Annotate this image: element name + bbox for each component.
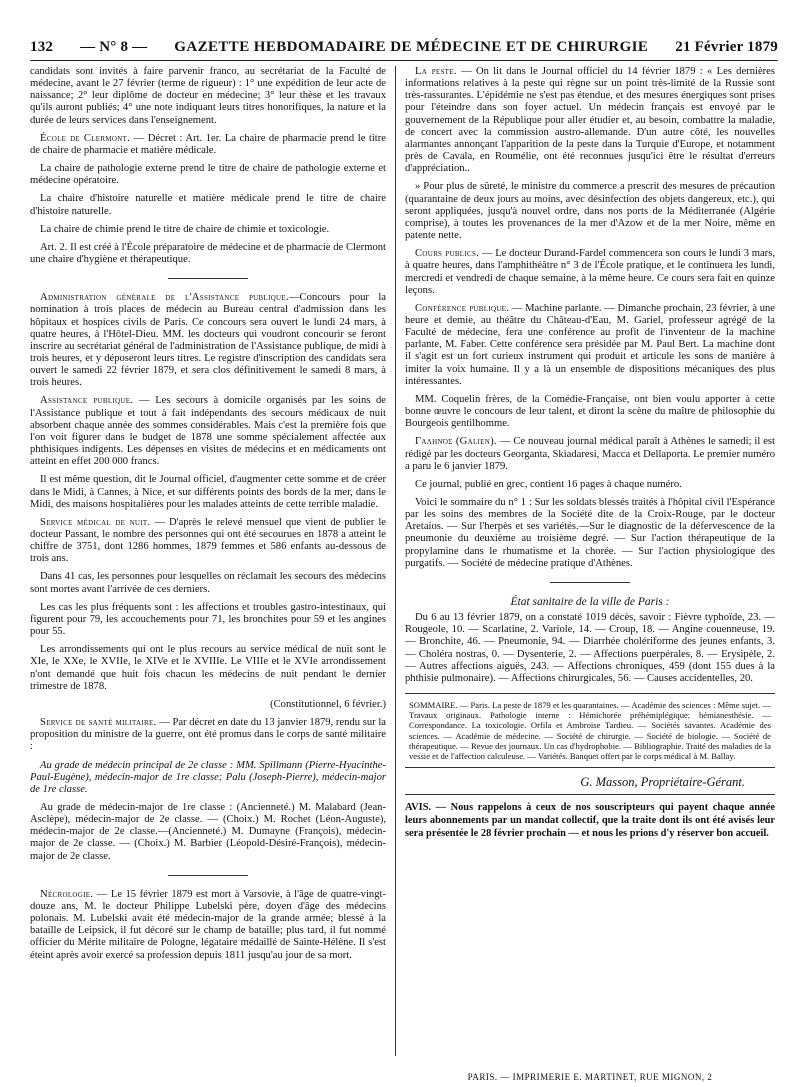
- section-heading: Administration générale de l'Assistance publique.: [40, 292, 289, 304]
- paragraph: —Concours pour la nomination à trois places de médecin au Bureau central d'admission dans les hôpitaux et hospices civils de Paris. Ce concours sera ouvert le lundi 24 mars, à quatre heures, à l'Hôtel-Dieu. MM. les docteurs qui voudront concourir se feront inscrire au secrétariat général de l'administration de l'Assistance publique, de midi à trois heures, et y déposeront leurs titres. Le registre d'inscription des candidats sera ouvert le samedi 22 février 1879, et sera clos définitivement le samedi 8 mars, à trois heures.: [30, 292, 386, 389]
- paragraph: — Décret : Art. 1er. La chaire de pharmacie prend le titre de chaire de pharmacie et matière médicale.: [30, 132, 386, 156]
- paragraph: — Ce nouveau journal médical paraît à Athènes le samedi; il est rédigé par les docteurs Georganta, Skiadaresi, Macca et Dellaporta. Le premier numéro a paru le 6 janvier 1879.: [405, 436, 775, 472]
- section-heading: Γαληνός (Galien).: [415, 436, 497, 448]
- concours-continuation: candidats sont invités à faire parvenir franco, au secrétariat de la Faculté de médecine, avant le 27 février (terme de rigueur) : 1° une expédition de leur acte de naissance; 2° leur diplôme de docteur en médecine; 3° leur thèse et les travaux qu'ils auront publiés; 4° une note indiquant leurs titres honorifiques, la nature et la durée de leurs services dans l'enseignement.: [30, 66, 386, 126]
- paragraph: Au grade de médecin-major de 1re classe : (Ancienneté.) M. Malabard (Jean-Asclèpe), médecin-major de 2e classe. — (Choix.) M. Rochet (Léon-Auguste), médecin-major de 2e classe.—(Ancienneté.) M. Dumayne (François), médecin-major de 2e classe. — (Choix.) M. Barbier (Léopold-Désiré-François), médecin-major de 2e classe.: [30, 801, 386, 862]
- paragraph: — Le 15 février 1879 est mort à Varsovie, à l'âge de quatre-vingt-douze ans, M. le docteur Philippe Lubelski père, doyen d'âge des médecins polonais. M. Lubelski avait été médecin-major de la grande armée; blessé à la bataille de Leipsick, il fut décoré sur le champ de bataille; plus tard, il fut nommé officier du Mérite militaire de Pologne, légataire médaillé de Sainte-Hélène. Il s'est éteint après avoir exercé sa profession depuis 1811 jusqu'au jour de sa mort.: [30, 888, 386, 961]
- notice-avis: AVIS. — Nous rappelons à ceux de nos souscripteurs qui payent chaque année leurs abonnements par un mandat collectif, que la traite dont ils ont été avisés leur sera présentée le 28 février prochain — et nous les prions d'y réserver bon accueil.: [405, 794, 775, 840]
- paragraph: Les arrondissements qui ont le plus recours au service médical de nuit sont le XIe, le XXe, le XVIIe, le XIVe et le XVIIIe. Le VIIIe et le XVIe arrondissement n'ont demandé que huit fois chacun les médecins de nuit pendant le dernier trimestre de 1878.: [30, 644, 386, 692]
- publisher-manager: [405, 776, 745, 788]
- paragraph: — Le docteur Durand-Fardel commencera son cours le lundi 3 mars, à quatre heures, dans l'amphithéâtre n° 3 de l'École pratique, et le continuera les lundi, mercredi et vendredi de chaque semaine, à la même heure. Ce cours sera fait en quinze leçons.: [405, 248, 775, 296]
- right-column: [405, 66, 775, 1056]
- printer-footer: PARIS. — IMPRIMERIE E. MARTINET, RUE MIGNON, 2: [467, 1072, 713, 1082]
- section-heading: Assistance publique.: [40, 395, 134, 407]
- paragraph: — D'après le relevé mensuel que vient de publier le docteur Passant, le nombre des personnes qui ont été secourues en 1878 a atteint le chiffre de 3751, dont 1286 hommes, 1879 femmes et 586 enfants au-dessous de trois ans.: [30, 516, 386, 565]
- section-heading: École de Clermont.: [40, 132, 131, 144]
- section-separator: [168, 875, 248, 876]
- paragraph: — Machine parlante. — Dimanche prochain, 23 février, à une heure et demie, au théâtre du Château-d'Eau, M. Gariel, professeur agrégé de la Faculté de médecine, fera une conférence au profit de l'inventeur de la machine parlante, M. Faber. Cette conférence sera présidée par M. Paul Bert. La machine dont il s'agit est un fort curieux instrument qui produit et articule les sons de manière à imiter la voix humaine. Il y a là un ensemble de dispositions mécaniques des plus intéressantes.: [405, 302, 775, 387]
- paragraph: — On lit dans le Journal officiel du 14 février 1879 : « Les dernières informations relatives à la peste qui règne sur un point très-limité de la Russie sont très-rassurantes. L'épidémie ne s'est pas étendue, et des mesures énergiques sont prises pour l'éteindre dans son foyer actuel. Un médecin français est envoyé par le gouvernement de la République pour aller étudier et, au besoin, combattre la maladie, de concert avec la commission austro-allemande. D'un autre côté, les nouvelles alarmantes annonçant l'apparition de la peste dans la Turquie d'Europe, et notamment près de Cavala, en Roumélie, ont été reconnues jusqu'ici être le résultat d'erreurs d'appréciation..: [405, 66, 775, 175]
- paragraph: La chaire de pathologie externe prend le titre de chaire de pathologie externe et médecine opératoire.: [30, 163, 386, 187]
- paragraph: Art. 2. Il est créé à l'École préparatoire de médecine et de pharmacie de Clermont une chaire d'hygiène et thérapeutique.: [30, 241, 386, 266]
- section-heading: Service médical de nuit.: [40, 516, 151, 528]
- paragraph: » Pour plus de sûreté, le ministre du commerce a prescrit des mesures de précaution (quarantaine de deux jours au moins, avec désinfection des objets dangereux, etc.), qui seront appliquées, jusqu'à nouvel ordre, dans nos ports de la Méditerranée (Algérie comprise), à toutes les provenances de la mer d'Azow et de la mer Noire, même en patente nette.: [405, 181, 775, 242]
- column-divider: [395, 66, 396, 1056]
- page-header: [30, 34, 778, 61]
- paragraph: Les cas les plus fréquents sont : les affections et troubles gastro-intestinaux, qui figurent pour 79, les accouchements pour 71, les bronchites pour 59 et les angines pour 55.: [30, 601, 386, 638]
- manager-name: G. Masson, Propriétaire-Gérant.: [580, 775, 745, 790]
- paragraph: La chaire de chimie prend le titre de chaire de chimie et toxicologie.: [40, 223, 330, 235]
- issue-date: 21 Février 1879: [675, 38, 778, 55]
- journal-title: GAZETTE HEBDOMADAIRE DE MÉDECINE ET DE CHIRURGIE: [174, 38, 649, 55]
- paragraph: Au grade de médecin principal de 2e classe : MM. Spillmann (Pierre-Hyacinthe-Paul-Eugène), médecin-major de 1re classe; Palu (Joseph-Pierre), médecin-major de 1re classe.: [30, 759, 386, 795]
- paragraph: Voici le sommaire du n° 1 : Sur les soldats blessés traités à l'hôpital civil l'Espérance par les soins des membres de la Société dite de la Croix-Rouge, par le docteur Aretaios. — Sur l'herpès et ses variétés.—Sur le diagnostic de la défervescence de la pneumonie du deuxième au troisième degré. — Sur l'action thérapeutique de la propylamine dans le rhumatisme et la chorée. — Sur l'action physiologique des purgatifs. — Société de médecine pratique d'Athènes.: [405, 497, 775, 569]
- paragraph: MM. Coquelin frères, de la Comédie-Française, ont bien voulu apporter à cette bonne œuvre le concours de leur talent, et diront la scène du maître de philosophie du Bourgeois gentilhomme.: [405, 393, 775, 430]
- section-heading: La peste.: [415, 66, 457, 77]
- paragraph: Du 6 au 13 février 1879, on a constaté 1019 décès, savoir : Fièvre typhoïde, 23. — Rougeole, 10. — Scarlatine, 2. Variole, 14. — Croup, 18. — Angine couenneuse, 19. — Bronchite, 46. — Pneumonie, 94. — Diarrhée cholériforme des jeunes enfants, 3. — Choléra nostras, 0. — Dysenterie, 2. — Affections puerpérales, 8. — Erysipèle, 2. — Autres affections aiguës, 243. — Affections chroniques, 459 (dont 155 dues à la phthisie pulmonaire). — Affections chirurgicales, 56. — Causes accidentelles, 20.: [405, 612, 775, 684]
- section-heading: Service de santé militaire.: [40, 717, 157, 729]
- source-citation: (Constitutionnel, 6 février.): [270, 698, 386, 710]
- sanitary-title: État sanitaire de la ville de Paris :: [510, 595, 670, 608]
- paragraph: Ce journal, publié en grec, contient 16 pages à chaque numéro.: [415, 478, 682, 490]
- issue-number: — N° 8 —: [80, 38, 148, 55]
- section-separator: [168, 278, 248, 279]
- section-heading: Conférence publique.: [415, 302, 510, 314]
- paragraph: Il est même question, dit le Journal officiel, d'augmenter cette somme et de créer dans le Midi, à Cannes, à Nice, et sur différents points des bords de la mer, dans le Midi, des maisons hospitalières pour les malades atteints de cette terrible maladie.: [30, 474, 386, 510]
- page-number: 132: [30, 38, 54, 55]
- paragraph: La chaire d'histoire naturelle et matière médicale prend le titre de chaire d'histoire naturelle.: [30, 193, 386, 217]
- section-heading: Nécrologie.: [40, 888, 94, 900]
- section-heading: Cours publics.: [415, 248, 480, 260]
- paragraph: — Les secours à domicile organisés par les soins de l'Assistance publique et tout à fait indépendants des secours médicaux de nuit absorbent chaque année des sommes considérables. Mais c'est la première fois que l'on voit figurer dans le budget de 1878 une somme spécialement affectée aux phthisiques indigents. Les dépenses en visites de médecins et en médicaments ont atteint en effet 200 000 francs.: [30, 395, 386, 468]
- issue-summary: SOMMAIRE. — Paris. La peste de 1879 et les quarantaines. — Académie des sciences : Même sujet. — Travaux originaux. Pathologie interne : Hémichorée préhémiplégique; hémianesthésie. — Correspondance. La toxicologie. Orfila et Ambroise Tardieu. — Sociétés savantes. Académie des sciences. — Académie de médecine. — Société de chirurgie. — Société de biologie. — Société de thérapeutique. — Revue des journaux. Un cas d'hydrophobie. — Bibliographie. Traité des maladies de la vessie et de l'affection calculeuse. — Variétés. Banquet offert par le corps médical à M. Ballay.: [405, 693, 775, 768]
- paragraph: — Par décret en date du 13 janvier 1879, rendu sur la proposition du ministre de la guerre, ont été promus dans le corps de santé militaire :: [30, 717, 386, 753]
- left-column: [30, 66, 386, 1056]
- section-separator: [550, 582, 630, 583]
- paragraph: Dans 41 cas, les personnes pour lesquelles on réclamait les secours des médecins sont mortes avant l'arrivée de ces derniers.: [30, 571, 386, 595]
